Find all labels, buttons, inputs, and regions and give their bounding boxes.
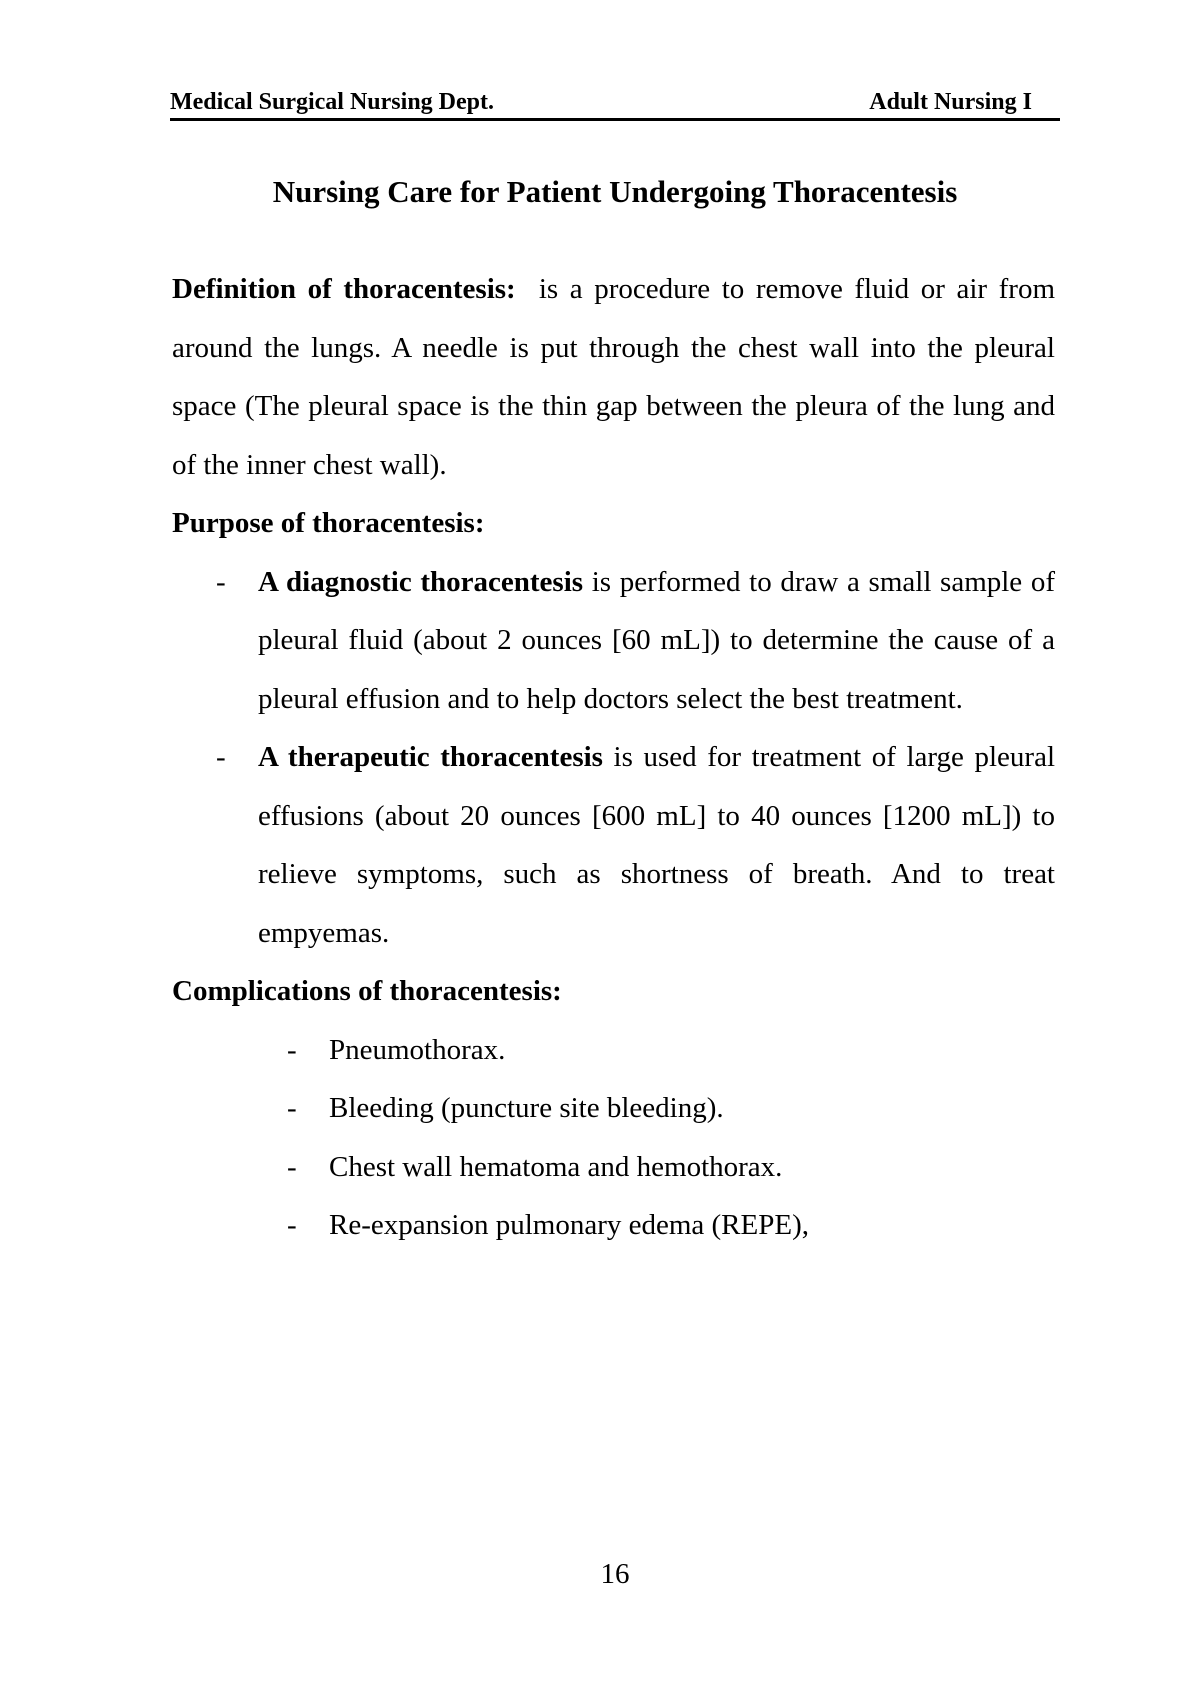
- complication-text: Pneumothorax.: [329, 1033, 506, 1066]
- list-item: [172, 1138, 1055, 1197]
- list-item: [172, 553, 1055, 729]
- purpose-item-text: is used for treatment of large pleural effusions (about 20 ounces [600 mL] to 40 ounces [1200 mL]) to relieve symptoms, such as shortness of breath. And to treat empyemas.: [258, 741, 1055, 949]
- header-course: Adult Nursing I: [869, 89, 1032, 115]
- purpose-heading: Purpose of thoracentesis:: [172, 507, 485, 539]
- page-header: [170, 88, 1060, 121]
- list-item: [172, 1021, 1055, 1080]
- complication-text: Chest wall hematoma and hemothorax.: [329, 1150, 783, 1183]
- document-title: Nursing Care for Patient Undergoing Thoracentesis: [272, 174, 958, 209]
- header-department: Medical Surgical Nursing Dept.: [170, 89, 494, 115]
- complication-text: Re-expansion pulmonary edema (REPE),: [329, 1209, 809, 1241]
- purpose-item-term: A therapeutic thoracentesis: [258, 741, 603, 773]
- bullet-dash: -: [216, 741, 226, 773]
- list-item: [172, 1196, 1055, 1255]
- definition-text: is a procedure to remove fluid or air from around the lungs. A needle is put through the chest wall into the pleural space (The pleural space is the thin gap between the pleura of the lung and of the inner chest wall).: [172, 273, 1056, 481]
- definition-paragraph: [172, 260, 1055, 494]
- document-body: [172, 260, 1055, 1255]
- bullet-dash: -: [216, 565, 226, 598]
- complications-list: [172, 1021, 1055, 1255]
- purpose-item-text: is performed to draw a small sample of pleural fluid (about 2 ounces [60 mL]) to determine the cause of a pleural effusion and to help doctors select the best treatment.: [258, 565, 1056, 715]
- list-item: [172, 728, 1055, 962]
- page-number: 16: [600, 1558, 630, 1590]
- bullet-dash: -: [287, 1092, 297, 1124]
- complication-text: Bleeding (puncture site bleeding).: [329, 1092, 724, 1124]
- definition-label: Definition of thoracentesis:: [172, 273, 516, 305]
- bullet-dash: -: [287, 1033, 297, 1066]
- purpose-item-term: A diagnostic thoracentesis: [258, 565, 584, 598]
- purpose-list: [172, 553, 1055, 963]
- complications-heading: Complications of thoracentesis:: [172, 975, 562, 1007]
- bullet-dash: -: [287, 1150, 297, 1183]
- list-item: [172, 1079, 1055, 1138]
- bullet-dash: -: [287, 1209, 297, 1241]
